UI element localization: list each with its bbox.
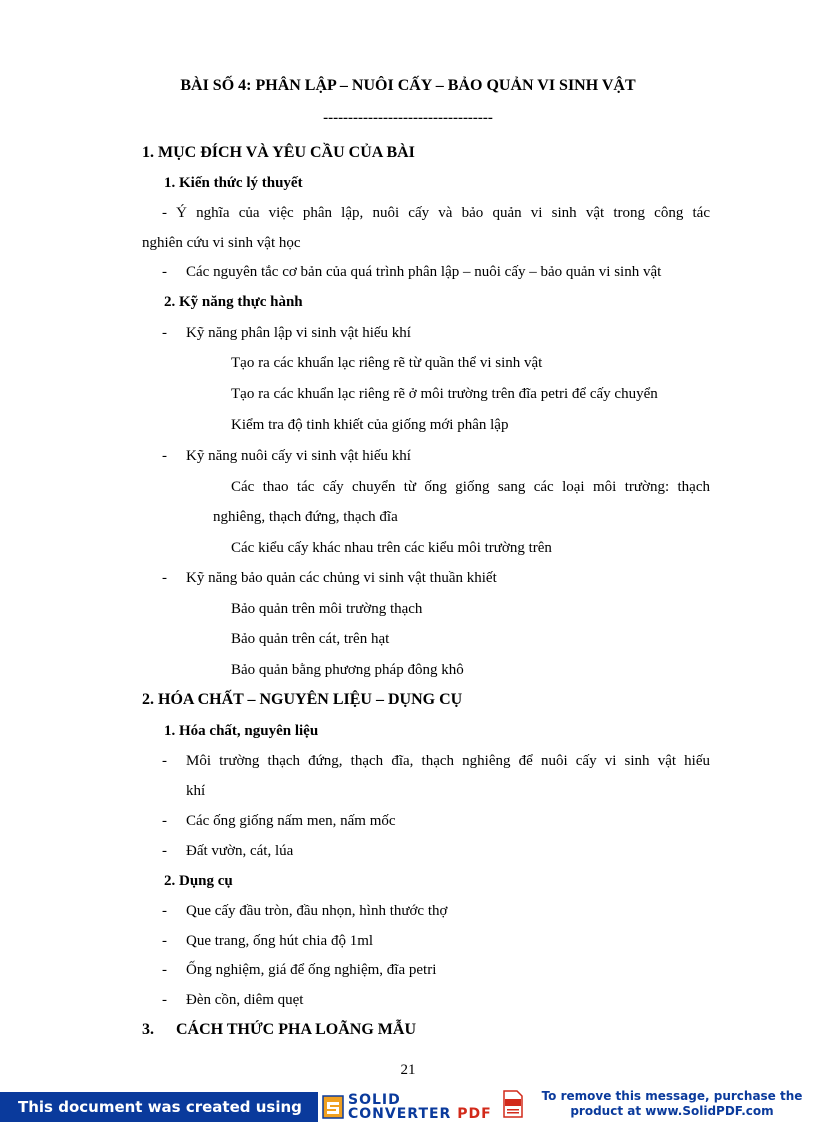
bullet-dash: - (162, 325, 167, 341)
section-1-sub-2: 2. Kỹ năng thực hành (164, 294, 303, 310)
paragraph-1a: - Ý nghĩa của việc phân lập, nuôi cấy và bảo quản vi sinh vật trong công tác (162, 205, 710, 221)
bullet-culture-skill: Kỹ năng nuôi cấy vi sinh vật hiếu khí (186, 448, 411, 464)
solid-converter-banner[interactable] (0, 1086, 816, 1123)
bullet-tool: Đèn cồn, diêm quẹt (186, 992, 304, 1008)
sub-item: Tạo ra các khuẩn lạc riêng rẽ từ quần thể vi sinh vật (231, 355, 543, 371)
bullet-dash: - (162, 448, 167, 464)
sub-item: Các kiểu cấy khác nhau trên các kiểu môi trường trên (231, 540, 552, 556)
bullet-preservation-skill: Kỹ năng bảo quản các chủng vi sinh vật thuần khiết (186, 570, 497, 586)
bullet-isolation-skill: Kỹ năng phân lập vi sinh vật hiếu khí (186, 325, 411, 341)
section-1-sub-1: 1. Kiến thức lý thuyết (164, 175, 303, 191)
bullet-tool: Que trang, ống hút chia độ 1ml (186, 933, 374, 949)
solidpdf-link[interactable]: www.SolidPDF.com (645, 1104, 774, 1118)
bullet-dash: - (162, 753, 167, 769)
banner-created-using: This document was created using (0, 1092, 318, 1122)
bullet-dash: - (162, 843, 167, 859)
paragraph-1b: nghiên cứu vi sinh vật học (142, 235, 301, 251)
section-2-sub-1: 1. Hóa chất, nguyên liệu (164, 723, 319, 739)
bullet-dash: - (162, 813, 167, 829)
document-title: BÀI SỐ 4: PHÂN LẬP – NUÔI CẤY – BẢO QUẢN VI SINH VẬT (180, 77, 636, 94)
section-3-number: 3. (142, 1021, 154, 1038)
sub-item-cont: nghiêng, thạch đứng, thạch đĩa (213, 509, 398, 525)
logo-line-2a: CONVERTER (348, 1106, 458, 1122)
bullet-dash: - (162, 933, 167, 949)
section-3-heading: CÁCH THỨC PHA LOÃNG MẪU (176, 1021, 416, 1038)
section-1-heading: 1. MỤC ĐÍCH VÀ YÊU CẦU CỦA BÀI (142, 144, 415, 161)
bullet-dash: - (162, 570, 167, 586)
bullet-tool: Que cấy đầu tròn, đầu nhọn, hình thước thợ (186, 903, 448, 919)
bullet-principles: Các nguyên tắc cơ bản của quá trình phân lập – nuôi cấy – bảo quản vi sinh vật (186, 264, 662, 280)
sub-item: Kiểm tra độ tinh khiết của giống mới phân lập (231, 417, 509, 433)
sub-item: Bảo quản bằng phương pháp đông khô (231, 662, 464, 678)
bullet-dash: - (162, 264, 167, 280)
solid-converter-logo-text (348, 1093, 492, 1121)
bullet-media-cont: khí (186, 783, 206, 799)
sub-item: Bảo quản trên môi trường thạch (231, 601, 423, 617)
banner-purchase-message (528, 1089, 816, 1119)
section-2-sub-2: 2. Dụng cụ (164, 873, 233, 889)
bullet-dash: - (162, 903, 167, 919)
section-2-heading: 2. HÓA CHẤT – NGUYÊN LIỆU – DỤNG CỤ (142, 691, 463, 708)
bullet-tool: Ống nghiệm, giá để ống nghiệm, đĩa petri (186, 962, 437, 978)
sub-item: Tạo ra các khuẩn lạc riêng rẽ ở môi trường trên đĩa petri để cấy chuyển (231, 386, 658, 402)
title-separator: ---------------------------------- (323, 110, 493, 126)
bullet-dash: - (162, 992, 167, 1008)
logo-line-2b: PDF (457, 1106, 492, 1122)
bullet-strains: Các ống giống nấm men, nấm mốc (186, 813, 396, 829)
logo-line-1: SOLID (348, 1092, 401, 1108)
purchase-line-2a: product at (570, 1104, 646, 1118)
purchase-line-1: To remove this message, purchase the (541, 1089, 803, 1103)
sub-item: Bảo quản trên cát, trên hạt (231, 631, 390, 647)
pdf-document-icon (502, 1090, 524, 1118)
sub-item: Các thao tác cấy chuyển từ ống giống sang các loại môi trường: thạch (231, 479, 710, 495)
bullet-soil: Đất vườn, cát, lúa (186, 843, 294, 859)
bullet-media: Môi trường thạch đứng, thạch đĩa, thạch nghiêng để nuôi cấy vi sinh vật hiếu (186, 753, 710, 769)
solid-converter-logo-icon (321, 1094, 345, 1120)
page-number: 21 (400, 1062, 416, 1078)
bullet-dash: - (162, 962, 167, 978)
